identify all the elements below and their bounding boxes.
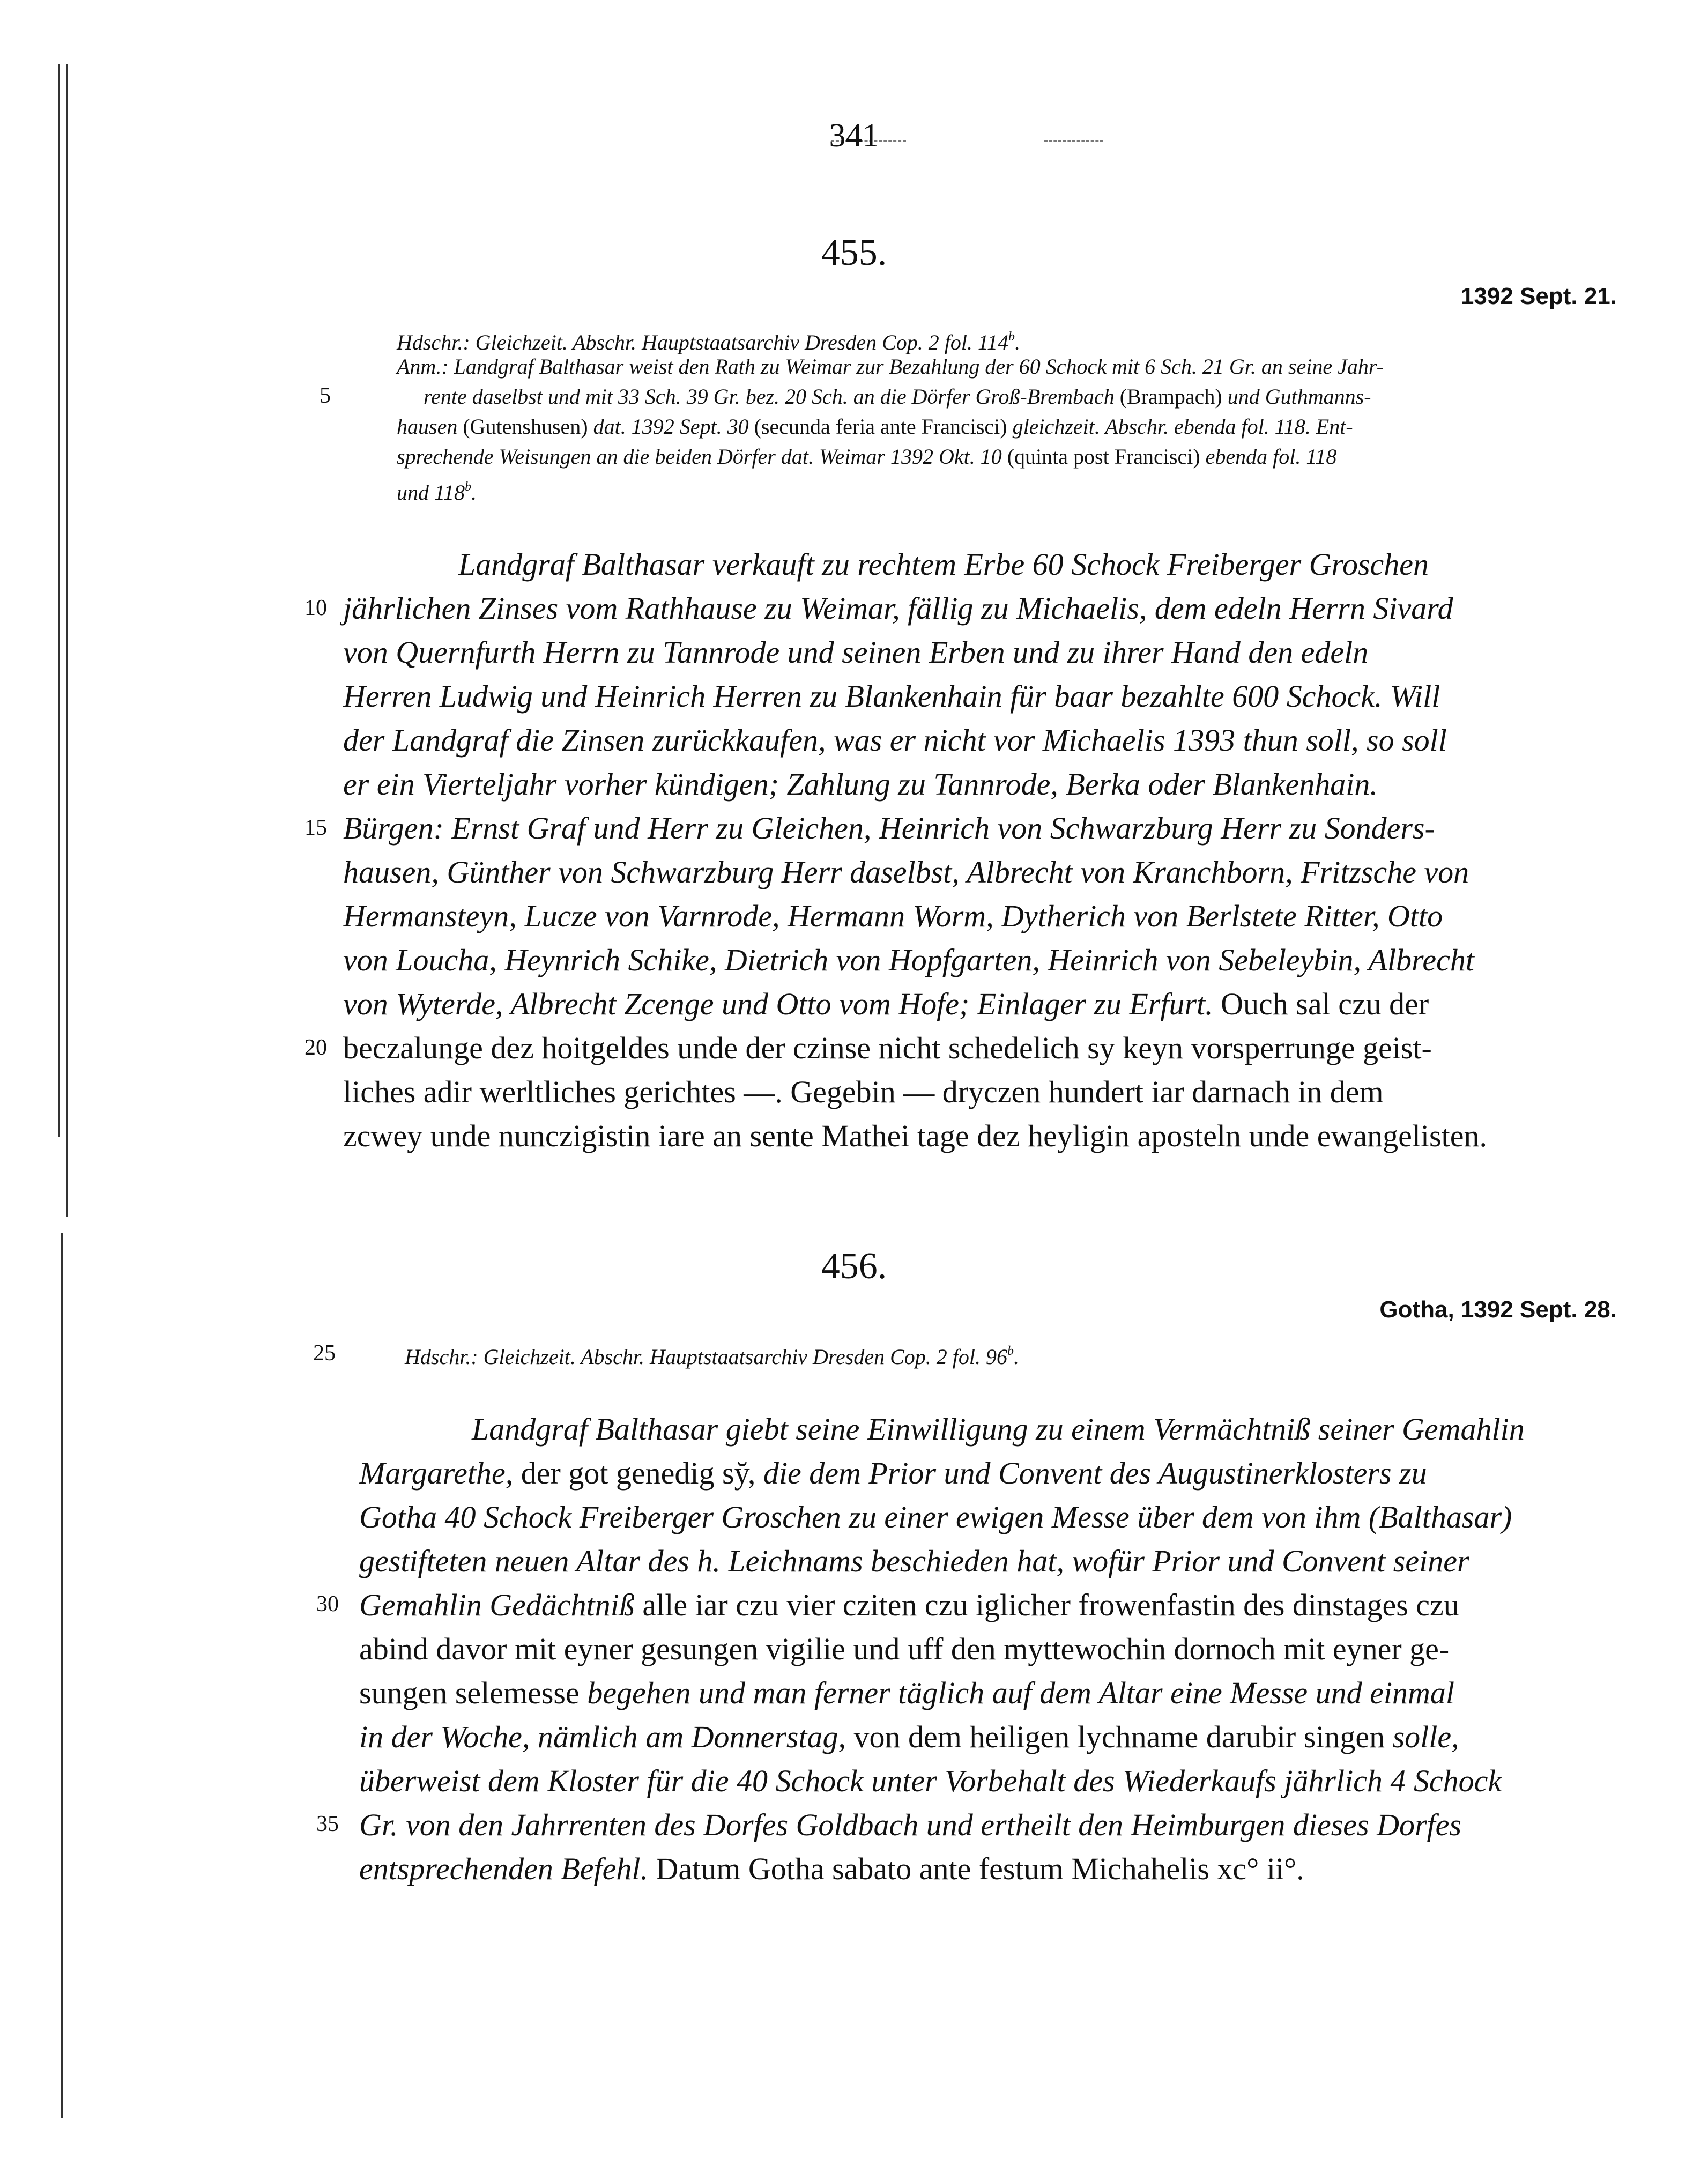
text-run: liches adir werltliches gerichtes —. Gegebin — dryczen hundert iar darnach in dem	[343, 1074, 1384, 1109]
text-run: Gemahlin Gedächtniß	[359, 1588, 635, 1622]
regest-line	[343, 718, 1616, 762]
line-number: 25	[313, 1341, 336, 1366]
text-run: dat. 1392 Sept. 30	[588, 414, 754, 439]
document-number: 456.	[821, 1245, 887, 1287]
text-run: .	[1014, 1344, 1020, 1369]
scan-margin-line	[61, 1233, 63, 2118]
regest-line	[359, 1803, 1616, 1847]
text-run: alle iar czu vier cziten czu iglicher frowenfastin des dinstages czu	[634, 1588, 1459, 1622]
regest-line	[458, 543, 1616, 587]
text-run: der Landgraf die Zinsen zurückkaufen, was er nicht vor Michaelis 1393 thun soll, so soll	[343, 723, 1447, 758]
regest-line	[359, 1583, 1616, 1627]
superscript-text: b	[1007, 1344, 1014, 1358]
regest-line	[343, 587, 1616, 631]
text-run: die dem Prior und Convent des Augustinerklosters zu	[763, 1456, 1427, 1491]
source-note-line	[397, 442, 1614, 472]
source-note-line	[397, 472, 1614, 508]
source-note-line	[397, 352, 1614, 382]
page-number: 341	[829, 117, 879, 154]
text-run: jährlichen Zinses vom Rathhause zu Weimar, fällig zu Michaelis, dem edeln Herrn Sivard	[343, 591, 1453, 626]
regest-line	[343, 1026, 1616, 1070]
regest-line	[359, 1759, 1616, 1803]
text-run: hausen	[397, 414, 463, 439]
text-run: rente daselbst und mit 33 Sch. 39 Gr. bez. 20 Sch. an die Dörfer Groß-Brembach	[424, 384, 1120, 409]
line-number: 15	[305, 815, 327, 840]
document-date: 1392 Sept. 21.	[1460, 283, 1617, 309]
regest-line	[472, 1407, 1616, 1451]
text-run: beczalunge dez hoitgeldes unde der czinse nicht schedelich sy keyn vorsperrunge geist-	[343, 1030, 1432, 1065]
text-run: und 118	[397, 480, 465, 505]
text-run: Herren Ludwig und Heinrich Herren zu Blankenhain für baar bezahlte 600 Schock. Will	[343, 679, 1440, 714]
text-run: hausen, Günther von Schwarzburg Herr daselbst, Albrecht von Kranchborn, Fritzsche von	[343, 855, 1469, 889]
text-run: er ein Vierteljahr vorher kündigen; Zahlung zu Tannrode, Berka oder Blankenhain.	[343, 767, 1378, 802]
text-run: Hermansteyn, Lucze von Varnrode, Hermann Worm, Dytherich von Berlstete Ritter, Otto	[343, 899, 1443, 933]
regest-line	[343, 674, 1616, 718]
text-run: zcwey unde nunczigistin iare an sente Mathei tage dez heyligin aposteln unde ewangelisten.	[343, 1118, 1487, 1153]
line-number: 10	[305, 596, 327, 620]
source-note-line	[397, 412, 1614, 442]
text-run: und Guthmanns-	[1222, 384, 1371, 409]
text-run: Gr. von den Jahrrenten des Dorfes Goldbach und ertheilt den Heimburgen dieses Dorfes	[359, 1807, 1461, 1842]
regest-line	[359, 1671, 1616, 1715]
source-note-line	[405, 1336, 1616, 1372]
document-number: 455.	[821, 232, 887, 273]
text-run: .	[471, 480, 477, 505]
line-number: 35	[316, 1812, 339, 1836]
line-number: 20	[305, 1035, 327, 1060]
text-run: abind davor mit eyner gesungen vigilie und uff den myttewochin dornoch mit eyner ge-	[359, 1632, 1450, 1666]
regest-line	[343, 762, 1616, 806]
text-run: Ouch sal czu der	[1213, 987, 1429, 1021]
regest-line	[359, 1627, 1616, 1671]
document-date: Gotha, 1392 Sept. 28.	[1379, 1296, 1617, 1323]
regest-line	[343, 938, 1616, 982]
superscript-text: b	[465, 480, 472, 494]
text-run: der got genedig sy̆,	[513, 1456, 763, 1491]
line-number: 30	[316, 1592, 339, 1617]
text-run: (Gutenshusen)	[463, 414, 588, 439]
source-note-line	[424, 382, 1614, 412]
regest-line	[359, 1715, 1616, 1759]
text-run: von Quernfurth Herrn zu Tannrode und seinen Erben und zu ihrer Hand den edeln	[343, 635, 1369, 670]
text-run: entsprechenden Befehl.	[359, 1851, 648, 1886]
regest-line	[343, 1114, 1616, 1158]
text-run: gleichzeit. Abschr. ebenda fol. 118. Ent-	[1007, 414, 1353, 439]
text-run: ebenda fol. 118	[1200, 444, 1337, 469]
text-run: Hdschr.: Gleichzeit. Abschr. Hauptstaatsarchiv Dresden Cop. 2 fol. 96	[405, 1344, 1008, 1369]
text-run: Margarethe,	[359, 1456, 514, 1491]
text-run: .	[1015, 330, 1021, 354]
regest-line	[343, 1070, 1616, 1114]
regest-line	[343, 894, 1616, 938]
text-run: (Brampach)	[1119, 384, 1222, 409]
text-run: von Wyterde, Albrecht Zcenge und Otto vom Hofe; Einlager zu Erfurt.	[343, 987, 1213, 1021]
text-run: (secunda feria ante Francisci)	[754, 414, 1007, 439]
regest-line	[359, 1495, 1616, 1539]
superscript-text: b	[1008, 330, 1015, 344]
text-run: begehen und man ferner täglich auf dem Altar eine Messe und einmal	[587, 1675, 1455, 1710]
text-run: sprechende Weisungen an die beiden Dörfer dat. Weimar 1392 Okt. 10	[397, 444, 1007, 469]
regest-line	[343, 806, 1616, 850]
text-run: solle,	[1392, 1719, 1459, 1754]
text-run: von Loucha, Heynrich Schike, Dietrich von Hopfgarten, Heinrich von Sebeleybin, Albrecht	[343, 943, 1474, 977]
regest-line	[343, 982, 1616, 1026]
line-number: 5	[320, 383, 331, 408]
text-run: von dem heiligen lychname darubir singen	[846, 1719, 1393, 1754]
text-run: gestifteten neuen Altar des h. Leichnams beschieden hat, wofür Prior und Convent seiner	[359, 1544, 1469, 1578]
regest-line	[359, 1451, 1616, 1495]
text-run: (quinta post Francisci)	[1007, 444, 1200, 469]
text-run: Anm.: Landgraf Balthasar weist den Rath zu Weimar zur Bezahlung der 60 Schock mit 6 Sch. 21 Gr. an seine Jahr-	[397, 354, 1384, 379]
text-run: überweist dem Kloster für die 40 Schock unter Vorbehalt des Wiederkaufs jährlich 4 Schock	[359, 1763, 1502, 1798]
text-run: in der Woche, nämlich am Donnerstag,	[359, 1719, 846, 1754]
text-run: Landgraf Balthasar verkauft zu rechtem Erbe 60 Schock Freiberger Groschen	[458, 547, 1429, 582]
text-run: sungen selemesse	[359, 1675, 588, 1710]
text-run: Bürgen: Ernst Graf und Herr zu Gleichen, Heinrich von Schwarzburg Herr zu Sonders-	[343, 811, 1435, 846]
header-rule-right	[1044, 140, 1103, 142]
regest-line	[343, 850, 1616, 894]
regest-line	[343, 631, 1616, 674]
text-run: Landgraf Balthasar giebt seine Einwilligung zu einem Vermächtniß seiner Gemahlin	[472, 1412, 1525, 1447]
text-run: Gotha 40 Schock Freiberger Groschen zu einer ewigen Messe über dem von ihm (Balthasar)	[359, 1500, 1512, 1534]
regest-line	[359, 1847, 1616, 1891]
scan-margin-line	[58, 64, 60, 1137]
text-run: Hdschr.: Gleichzeit. Abschr. Hauptstaatsarchiv Dresden Cop. 2 fol. 114	[397, 330, 1009, 354]
regest-line	[359, 1539, 1616, 1583]
text-run: Datum Gotha sabato ante festum Michahelis xc° ii°.	[648, 1851, 1304, 1886]
